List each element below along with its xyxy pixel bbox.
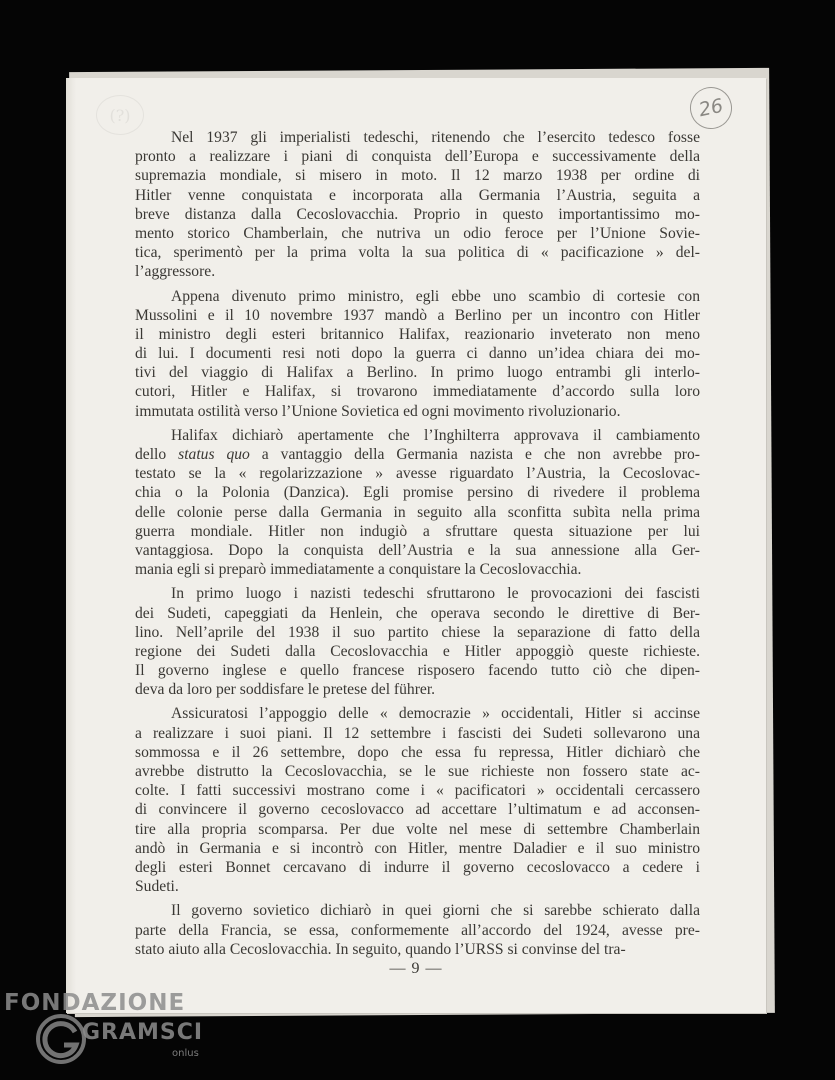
- paragraph: [135, 426, 700, 580]
- text-line: supremazia mondiale, si misero in moto. Il 12 marzo 1938 per ordine di: [135, 167, 700, 185]
- text-line: degli esteri Bonnet cercavano di indurre il governo cecoslovacco a cedere i: [135, 858, 700, 876]
- text-line: stato aiuto alla Cecoslovacchia. In seguito, quando l’URSS si convinse del tra-: [135, 940, 626, 958]
- text-line: immutata ostilità verso l’Unione Sovietica ed ogni movimento rivoluzionario.: [135, 402, 621, 420]
- text-line: parte della Francia, se essa, conformemente all’accordo del 1924, avesse pre-: [135, 921, 700, 939]
- text-line: Nel 1937 gli imperialisti tedeschi, ritenendo che l’esercito tedesco fosse: [171, 129, 700, 146]
- text-line: breve distanza dalla Cecoslovacchia. Proprio in questo importantissimo mo-: [135, 205, 700, 223]
- text-line: tica, sperimentò per la prima volta la sua politica di « pacificazione » del-: [135, 244, 700, 262]
- text-line: mania egli si preparò immediatamente a conquistare la Cecoslovacchia.: [135, 561, 582, 579]
- archive-page-stamp: 26: [686, 83, 736, 133]
- paragraph: [135, 128, 700, 282]
- text-line: Mussolini e il 10 novembre 1937 mandò a Berlino per un incontro con Hitler: [135, 306, 700, 324]
- text-line: lino. Nell’aprile del 1938 il suo partito chiese la separazione di fatto della: [135, 623, 700, 641]
- body-text: [135, 128, 700, 959]
- text-line: Assicuratosi l’appoggio delle « democrazie » occidentali, Hitler si accinse: [171, 705, 700, 723]
- watermark-line3: onlus: [172, 1048, 199, 1059]
- text-line: colte. I fatti successivi mostrano come i « pacificatori » occidentali cercassero: [135, 782, 700, 800]
- text-line: Il governo sovietico dichiarò in quei giorni che si sarebbe schierato dalla: [171, 902, 700, 920]
- text-line: chia o la Polonia (Danzica). Egli promise persino di rivedere il problema: [135, 484, 700, 502]
- text-line: tire alla propria scomparsa. Per due volte nel mese di settembre Chamberlain: [135, 820, 700, 838]
- text-line: l’aggressore.: [135, 263, 216, 281]
- text-line: sommossa e il 26 settembre, dopo che essa fu repressa, Hitler dichiarò che: [135, 743, 700, 761]
- text-line: Halifax dichiarò apertamente che l’Inghilterra approvava il cambiamento: [171, 426, 700, 444]
- text-line: di convincere il governo cecoslovacco ad accettare l’ultimatum e ad acconsen-: [135, 801, 700, 819]
- text-line: a realizzare i suoi piani. Il 12 settembre i fascisti dei Sudeti sollevarono una: [135, 724, 700, 742]
- faint-mark-text: (?): [109, 105, 131, 125]
- paragraph: [135, 584, 700, 699]
- text-line: guerra mondiale. Hitler non indugiò a sfruttare questa situazione per lui: [135, 522, 700, 540]
- paragraph: [135, 704, 700, 896]
- gramsci-logo-icon: [34, 1012, 88, 1066]
- text-line: In primo luogo i nazisti tedeschi sfruttarono le provocazioni dei fascisti: [171, 585, 700, 603]
- text-line: deva da loro per soddisfare le pretese del führer.: [135, 681, 436, 699]
- text-line: cutori, Hitler e Halifax, si trovarono immediatamente d’accordo sulla loro: [135, 383, 700, 401]
- text-line: andò in Germania e si incontrò con Hitler, mentre Daladier e il suo ministro: [135, 839, 700, 857]
- text-line: dei Sudeti, capeggiati da Henlein, che operava secondo le direttive di Ber-: [135, 604, 700, 622]
- italic-term: status quo: [178, 446, 250, 463]
- watermark-line2: GRAMSCI: [82, 1020, 204, 1045]
- watermark-line1: FONDAZIONE: [4, 990, 186, 1016]
- text-line: di lui. I documenti resi noti dopo la guerra ci danno un’idea chiara dei mo-: [135, 345, 700, 363]
- text-line: vantaggiosa. Dopo la conquista dell’Austria e la sua annessione alla Ger-: [135, 541, 700, 559]
- text-line: il ministro degli esteri britannico Halifax, reazionario inveterato non meno: [135, 325, 700, 343]
- paragraph: [135, 287, 700, 421]
- text-line: Hitler venne conquistata e incorporata alla Germania l’Austria, seguita a: [135, 186, 700, 204]
- text-line: Sudeti.: [135, 878, 179, 896]
- page-number: — 9 —: [389, 960, 443, 977]
- text-line: avrebbe distrutto la Cecoslovacchia, se le sue richieste non fossero state ac-: [135, 763, 700, 780]
- page-fold-shadow: [66, 78, 76, 1013]
- text-line: dello status quo a vantaggio della Germania nazista e che non avrebbe pro-: [135, 446, 700, 463]
- text-line: mento storico Chamberlain, che nutriva un odio feroce per l’Unione Sovie-: [135, 224, 700, 242]
- text-line: Il governo inglese e quello francese risposero facendo tutto ciò che dipen-: [135, 662, 700, 680]
- fondazione-gramsci-watermark: [4, 990, 219, 1075]
- text-line: Appena divenuto primo ministro, egli ebbe uno scambio di cortesie con: [171, 287, 700, 305]
- text-line: regione dei Sudeti dalla Cecoslovacchia e Hitler appoggiò queste richieste.: [135, 642, 700, 660]
- text-line: pronto a realizzare i piani di conquista dell’Europa e successivamente della: [135, 148, 700, 166]
- text-line: testato se la « regolarizzazione » avesse riguardato l’Austria, la Cecoslovac-: [135, 465, 700, 483]
- text-line: delle colonie perse dalla Germania in seguito alla sconfitta subìta nella prima: [135, 503, 700, 521]
- paragraph: [135, 901, 700, 959]
- text-line: tivi del viaggio di Halifax a Berlino. In primo luogo entrambi gli interlo-: [135, 364, 700, 382]
